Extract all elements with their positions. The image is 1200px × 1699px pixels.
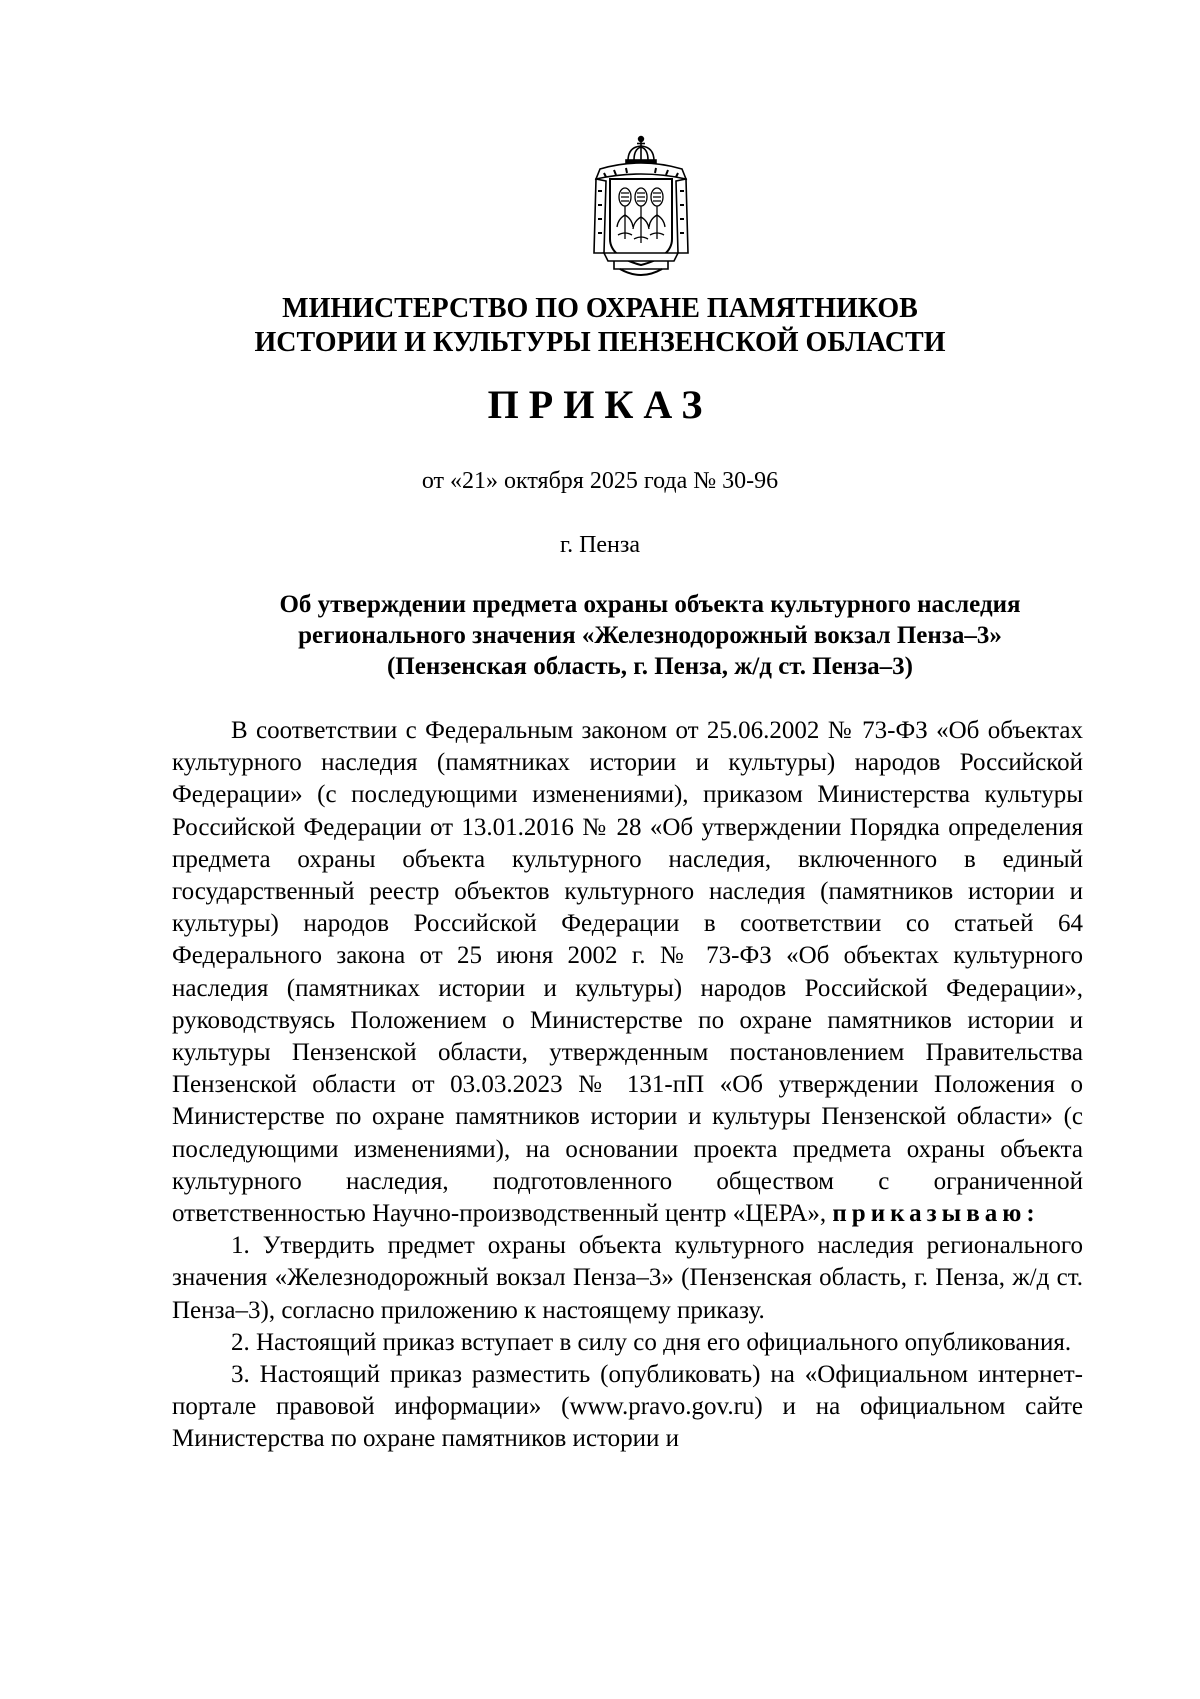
order-subject-line-1: Об утверждении предмета охраны объекта культурного наследия [279, 591, 1021, 618]
order-subject-line-3: (Пензенская область, г. Пенза, ж/д ст. Пенза–3) [386, 653, 914, 680]
ministry-title-line-2: ИСТОРИИ И КУЛЬТУРЫ ПЕНЗЕНСКОЙ ОБЛАСТИ [254, 327, 946, 358]
preamble-text: В соответствии с Федеральным законом от 25.06.2002 № 73-ФЗ «Об объектах культурного наследия (памятниках истории и культуры) народов Российской Федерации» (с последующими изменениями), приказом Министерства культуры Российской Федерации от 13.01.2016 № 28 «Об утверждении Порядка определения предмета охраны объекта культурного наследия, включенного в единый государственный реестр объектов культурного наследия (памятников истории и культуры) народов Российской Федерации в соответствии со статьей 64 Федерального закона от 25 июня 2002 г. № 73-ФЗ «Об объектах культурного наследия (памятниках истории и культуры) народов Российской Федерации», руководствуясь Положением о Министерстве по охране памятников истории и культуры Пензенской области, утвержденным постановлением Правительства Пензенской области от 03.03.2023 № 131-пП «Об утверждении Положения о Министерстве по охране памятников истории и культуры Пензенской области» (с последующими изменениями), на основании проекта предмета охраны объекта культурного наследия, подготовленного обществом с ограниченной ответственностью Научно-производственный центр «ЦЕРА», [172, 717, 1083, 1228]
order-keyword-colon: : [1026, 1200, 1035, 1228]
order-body [172, 715, 1083, 1456]
preamble-paragraph [172, 715, 1083, 1230]
order-subject [180, 589, 1120, 682]
document-type-heading: ПРИКАЗ [487, 382, 713, 427]
order-subject-line-2: регионального значения «Железнодорожный вокзал Пенза–3» [298, 622, 1002, 649]
order-date-number: от «21» октября 2025 года № 30-96 [421, 468, 779, 494]
order-keyword: приказываю [832, 1200, 1027, 1228]
ministry-title-line-1: МИНИСТЕРСТВО ПО ОХРАНЕ ПАМЯТНИКОВ [282, 293, 918, 324]
issue-city: г. Пенза [559, 532, 641, 558]
order-item-2: 2. Настоящий приказ вступает в силу со дня его официального опубликования. [231, 1328, 1072, 1356]
ministry-title [0, 292, 1200, 360]
order-item-1: 1. Утвердить предмет охраны объекта культурного наследия регионального значения «Железнодорожный вокзал Пенза–3» (Пензенская область, г. Пенза, ж/д ст. Пенза–3), согласно приложению к настоящему приказу. [172, 1232, 1083, 1324]
penza-region-coat-of-arms-icon [590, 135, 692, 283]
order-item-3: 3. Настоящий приказ разместить (опубликовать) на «Официальном интернет-портале правовой информации» (www.pravo.gov.ru) и на официальном сайте Министерства по охране памятников истории и [172, 1361, 1083, 1453]
